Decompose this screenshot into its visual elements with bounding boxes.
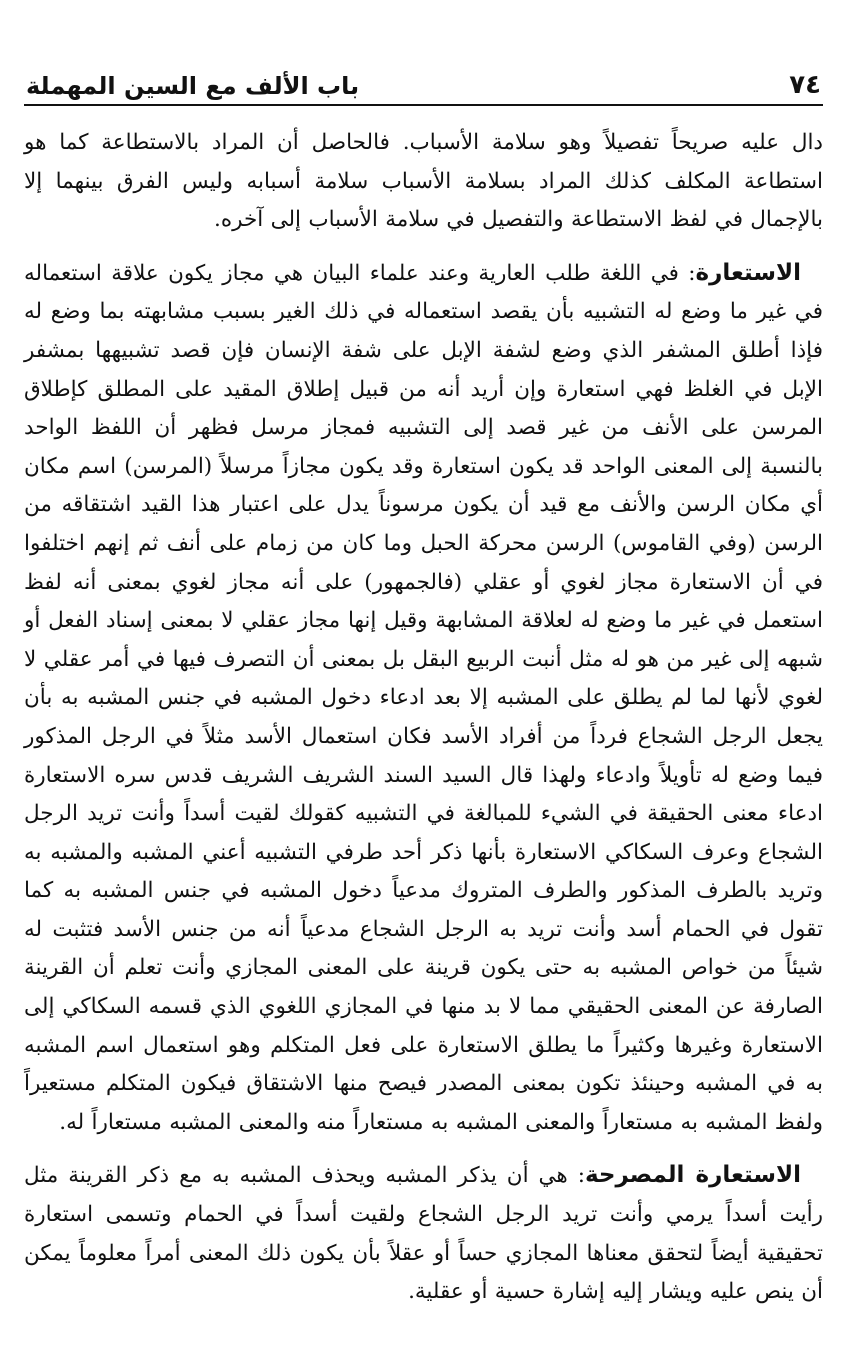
entry-text: : هي أن يذكر المشبه ويحذف المشبه به مع ذكر القرينة مثل رأيت أسداً يرمي وأنت تريد الرجل الشجاع ولقيت أسداً في الحمام وتسمى استعارة تحقيقية أيضاً لتحقق معناها المجازي حساً أو عقلاً بأن يكون ذلك المعنى أمراً معلوماً يمكن أن ينص عليه ويشار إليه إشارة حسية أو عقلية. xyxy=(24,1163,823,1305)
entry-term: الاستعارة المصرحة xyxy=(584,1162,801,1189)
entry-text: : في اللغة طلب العارية وعند علماء البيان هي مجاز يكون علاقة استعماله في غير ما وضع له التشبيه بأن يقصد استعماله في ذلك الغير بسبب مشابهته بما وضع له فإذا أطلق المشفر الذي وضع لشفة الإبل على شفة الإنسان فإن قصد تشبيهها بمشفر الإبل في الغلظ فهي استعارة وإن أريد أنه من قبيل إطلاق المقيد على المطلق كإطلاق المرسن على الأنف من غير قصد إلى التشبيه فمجاز مرسل فظهر أن اللفظ الواحد بالنسبة إلى المعنى الواحد قد يكون استعارة وقد يكون مجازاً مرسلاً (المرسن) اسم مكان أي مكان الرسن والأنف مع قيد أن يكون مرسوناً يدل على اعتبار هذا القيد اشتقاقه من الرسن (وفي القاموس) الرسن محركة الحبل وما كان من زمام على أنف ثم إنهم اختلفوا في أن الاستعارة مجاز لغوي أو عقلي (فالجمهور) على أنه مجاز لغوي بمعنى أنه لفظ استعمل في غير ما وضع له لعلاقة المشابهة وقيل إنها مجاز عقلي لا بمعنى إسناد الفعل أو شبهه إلى غير من هو له مثل أنبت الربيع البقل بل بمعنى أن التصرف فيها في أمر عقلي لا لغوي لأنها لما لم يطلق على المشبه إلا بعد ادعاء دخول المشبه في جنس المشبه به بأن يجعل الرجل الشجاع فرداً من أفراد الأسد فكان استعمال الأسد مثلاً في الرجل المذكور فيما وضع له تأويلاً وادعاء ولهذا قال السيد السند الشريف الشريف قدس سره الاستعارة ادعاء معنى الحقيقة في الشيء للمبالغة في التشبيه كقولك لقيت أسداً وأنت تريد الرجل الشجاع وعرف السكاكي الاستعارة بأنها ذكر أحد طرفي التشبيه أعني المشبه والمشبه به وتريد بالطرف المذكور والطرف المتروك مدعياً دخول المشبه في جنس المشبه به كما تقول في الحمام أسد وأنت تريد به الرجل الشجاع مدعياً أنه من جنس الأسد فتثبت له شيئاً من خواص المشبه به حتى يكون قرينة على المعنى المجازي وأنت تعلم أن القرينة الصارفة عن المعنى الحقيقي مما لا بد منها في المجازي اللغوي الذي قسمه السكاكي إلى الاستعارة وغيرها وكثيراً ما يطلق الاستعارة على فعل المتكلم وهو استعمال اسم المشبه به في المشبه وحينئذ تكون بمعنى المصدر فيصح منها الاشتقاق فيكون المتكلم مستعيراً ولفظ المشبه به مستعاراً والمعنى المشبه به مستعاراً منه والمعنى المشبه مستعاراً له. xyxy=(24,260,823,1135)
entry-term: الاستعارة xyxy=(695,259,801,286)
paragraph-text: دال عليه صريحاً تفصيلاً وهو سلامة الأسباب. فالحاصل أن المراد بالاستطاعة كما هو استطاعة المكلف كذلك المراد بسلامة الأسباب سلامة أسبابه وليس الفرق بينهما إلا بالإجمال في لفظ الاستطاعة والتفصيل في سلامة الأسباب إلى آخره. xyxy=(24,130,823,233)
page-number: ٧٤ xyxy=(789,70,821,100)
chapter-title: باب الألف مع السين المهملة xyxy=(26,72,360,100)
paragraph-continuation xyxy=(24,124,823,240)
page-body xyxy=(24,124,823,1312)
entry-isti-ara-musarraha xyxy=(24,1156,823,1311)
document-page xyxy=(24,60,823,1312)
page-header xyxy=(24,60,823,106)
entry-isti-ara xyxy=(24,254,823,1143)
